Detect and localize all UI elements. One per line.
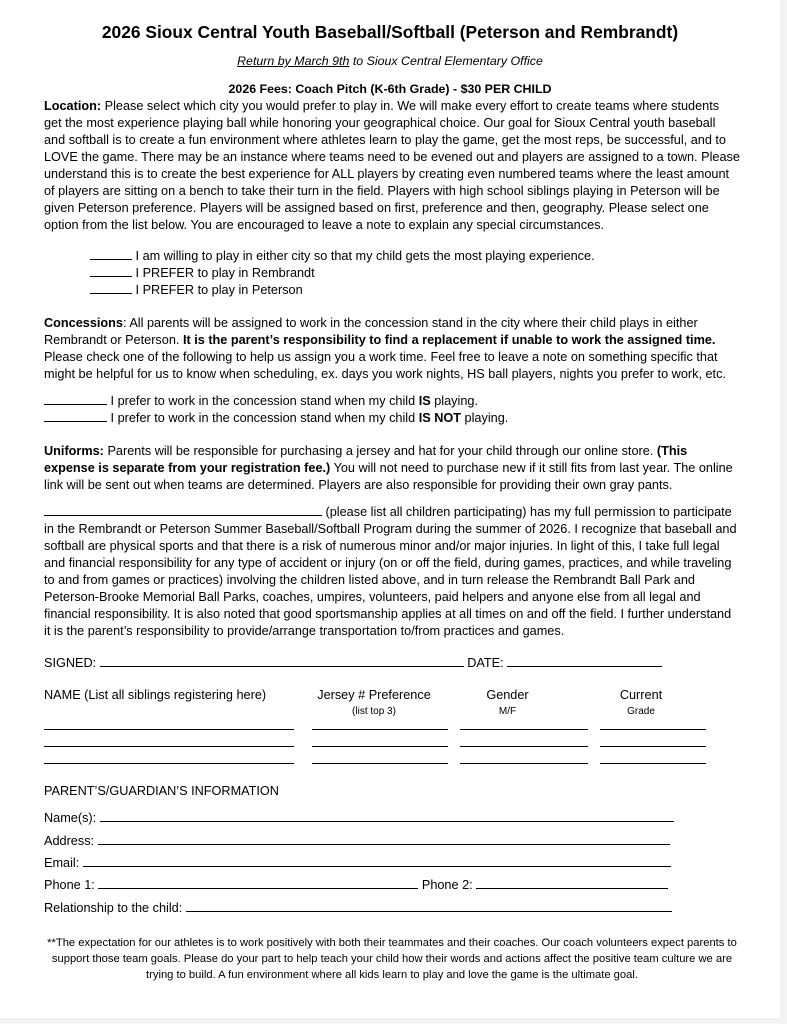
grade-column-header: [596, 688, 686, 717]
name-column-header: NAME (List all siblings registering here): [44, 688, 267, 702]
form-title: 2026 Sioux Central Youth Baseball/Softball (Peterson and Rembrandt): [101, 22, 679, 42]
concession-option-is-text: I prefer to work in the concession stand when my child: [110, 394, 419, 408]
concessions-text-2: Please check one of the following to help us assign you a work time. Feel free to leave a note on something specific that might be helpful for us to know when scheduling, ex. days you work nights, HS ball players, nights you prefer to work, etc.: [44, 350, 726, 381]
concessions-text-1: : All parents will be assigned to work in the concession stand in the city where their child plays in either Rembrandt or Peterson.: [44, 316, 698, 347]
signature-row: [44, 654, 662, 670]
children-names-field[interactable]: [44, 503, 322, 516]
guardian-phone2-label: Phone 2:: [421, 878, 473, 892]
gender-header-sub: M/F: [498, 706, 517, 717]
return-date: Return by March 9th: [237, 54, 350, 68]
sibling-name-field-2[interactable]: [44, 746, 294, 747]
grade-field-3[interactable]: [600, 763, 706, 764]
grade-header-sub: Grade: [627, 706, 655, 717]
location-option-rembrandt[interactable]: [90, 264, 315, 280]
concession-option-is-blank[interactable]: [44, 392, 107, 405]
return-instructions: [0, 54, 780, 68]
signature-field[interactable]: [100, 654, 464, 667]
grade-header-label: Current: [619, 688, 663, 702]
date-label: DATE:: [467, 656, 504, 670]
guardian-phone2-field[interactable]: [476, 876, 668, 889]
location-text: Please select which city you would prefer to play in. We will make every effort to create teams where students get the most experience playing ball while honoring your geographical choice. Our goal for Sioux Central youth baseball and softball is to create a fun environment where athletes learn to play the game, get the most reps, be successful, and to LOVE the game. There may be an instance where teams need to be evened out and players are assigned to a town. Please understand this is to create the best experience for ALL players by creating even numbered teams where the least amount of players are sitting on a bench to take their turn in the field. Players with high school siblings playing in Peterson will be given Peterson preference. Players will be assigned based on first, preference and then, geography. Please select one option from the list below. You are encouraged to leave a note to explain any special circumstances.: [44, 99, 740, 232]
concessions-paragraph: [44, 315, 740, 383]
guardian-email-field[interactable]: [83, 854, 671, 867]
location-option-rembrandt-blank[interactable]: [90, 264, 132, 277]
grade-field-2[interactable]: [600, 746, 706, 747]
guardian-address-label: Address:: [44, 834, 95, 848]
guardian-address-field[interactable]: [98, 832, 670, 845]
sibling-name-field-3[interactable]: [44, 763, 294, 764]
guardian-name-row: [44, 809, 674, 825]
guardian-relationship-field[interactable]: [186, 899, 672, 912]
return-office: to Sioux Central Elementary Office: [349, 54, 543, 68]
concessions-label: Concessions: [44, 316, 123, 330]
concession-option-is-not-end: playing.: [461, 411, 509, 425]
jersey-field-3[interactable]: [312, 763, 448, 764]
gender-header-label: Gender: [486, 688, 529, 702]
location-option-peterson-blank[interactable]: [90, 281, 132, 294]
jersey-field-2[interactable]: [312, 746, 448, 747]
guardian-phone1-field[interactable]: [98, 876, 418, 889]
guardian-relationship-label: Relationship to the child:: [44, 901, 183, 915]
sibling-name-field-1[interactable]: [44, 729, 294, 730]
permission-paragraph: [44, 503, 740, 640]
guardian-phone1-label: Phone 1:: [44, 878, 95, 892]
concession-option-is-not[interactable]: [44, 409, 508, 425]
jersey-header-sub: (list top 3): [352, 706, 396, 717]
concession-option-is-not-bold: IS NOT: [418, 411, 462, 425]
location-paragraph: [44, 98, 740, 234]
signed-label: SIGNED:: [44, 656, 97, 670]
guardian-phone-row: [44, 876, 668, 892]
jersey-field-1[interactable]: [312, 729, 448, 730]
gender-column-header: [460, 688, 555, 717]
location-option-either-blank[interactable]: [90, 247, 132, 260]
guardian-name-field[interactable]: [100, 809, 674, 822]
footer-note: **The expectation for our athletes is to work positively with both their teammates and their coaches. Our coach volunteers expect parents to support those team goals. Please do your part to help teach your child how their words and actions affect the positive team culture we are trying to build. A fun environment where all kids learn to play and love the game is the ultimate goal.: [47, 937, 737, 981]
uniforms-bold-text: (This expense is separate from your registration fee.): [44, 444, 688, 475]
gender-field-2[interactable]: [460, 746, 588, 747]
gender-field-1[interactable]: [460, 729, 588, 730]
permission-text: (please list all children participating) has my full permission to participate in the Rembrandt or Peterson Summer Baseball/Softball Program during the summer of 2026. I recognize that baseball and softball are physical sports and that there is a risk of numerous minor and/or major injuries. In light of this, I take full legal and financial responsibility for any type of accident or injury (on or off the field, during games, practices, and while traveling to and from games or practices) involving the children listed above, and in turn release the Rembrandt Ball Park and Peterson-Brooke Memorial Ball Parks, coaches, umpires, volunteers, paid helpers and anyone else from all legal and financial responsibility. It is also noted that good sportsmanship applies at all times on and off the field. I further understand it is the parent’s responsibility to provide/arrange transportation to/from practices and games.: [44, 505, 737, 638]
gender-field-3[interactable]: [460, 763, 588, 764]
uniforms-label: Uniforms:: [44, 444, 104, 458]
jersey-header-label: Jersey # Preference: [317, 688, 431, 702]
guardian-email-label: Email:: [44, 856, 80, 870]
concessions-bold-text: It is the parent’s responsibility to find a replacement if unable to work the assigned time.: [182, 333, 716, 347]
guardian-relationship-row: [44, 899, 672, 915]
uniforms-paragraph: [44, 443, 740, 494]
guardian-name-label: Name(s):: [44, 811, 97, 825]
grade-field-1[interactable]: [600, 729, 706, 730]
date-field[interactable]: [507, 654, 662, 667]
location-option-either[interactable]: [90, 247, 595, 263]
location-option-either-label: I am willing to play in either city so that my child gets the most playing experience.: [135, 249, 595, 263]
jersey-column-header: [312, 688, 436, 717]
fees-line: 2026 Fees: Coach Pitch (K-6th Grade) - $30 PER CHILD: [228, 82, 552, 96]
location-option-rembrandt-label: I PREFER to play in Rembrandt: [135, 266, 315, 280]
location-option-peterson-label: I PREFER to play in Peterson: [135, 283, 303, 297]
uniforms-text-2: You will not need to purchase new if it still fits from last year. The online link will be sent out when teams are determined. Players are also responsible for providing their own gray pants.: [44, 461, 733, 492]
concession-option-is-bold: IS: [418, 394, 431, 408]
concession-option-is[interactable]: [44, 392, 478, 408]
concession-option-is-not-text: I prefer to work in the concession stand when my child: [110, 411, 419, 425]
guardian-address-row: [44, 832, 670, 848]
uniforms-text-1: Parents will be responsible for purchasing a jersey and hat for your child through our online store.: [103, 444, 657, 458]
guardian-email-row: [44, 854, 671, 870]
location-option-peterson[interactable]: [90, 281, 303, 297]
concession-option-is-end: playing.: [430, 394, 478, 408]
guardian-heading: PARENT’S/GUARDIAN’S INFORMATION: [44, 784, 279, 798]
concession-option-is-not-blank[interactable]: [44, 409, 107, 422]
location-label: Location:: [44, 99, 102, 113]
